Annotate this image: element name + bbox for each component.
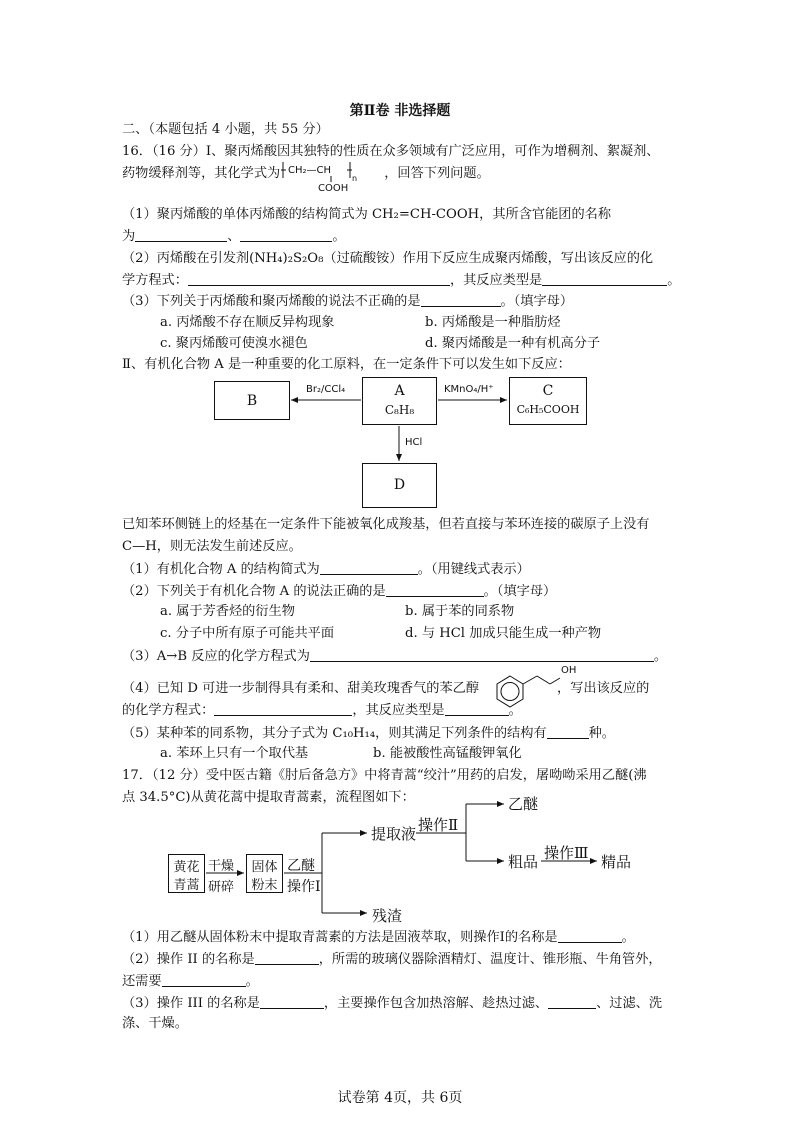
q16-p3-option-c: c. 聚丙烯酸可使溴水褪色 — [160, 336, 308, 351]
q17-intro-line2: 点 34.5°C)从黄花蒿中提取青蒿素，流程图如下： — [122, 790, 415, 805]
q16-s5-option-b: b. 能被酸性高锰酸钾氧化 — [373, 746, 522, 761]
q16-s4-line2-prefix: 的化学方程式： — [122, 703, 215, 718]
flow-powder-bottom: 粉末 — [251, 878, 278, 893]
answer-blank[interactable] — [162, 973, 246, 987]
reagent-br2: Br₂/CCl₄ — [306, 384, 346, 395]
q16-intro-line1: 16．（16 分）Ⅰ、聚丙烯酸因其独特的性质在众多领域有广泛应用，可作为增稠剂、絮凝剂、 — [122, 144, 660, 159]
q16-s2-option-d: d. 与 HCl 加成只能生成一种产物 — [405, 626, 602, 641]
q16-part2-intro: Ⅱ、有机化合物 A 是一种重要的化工原料，在一定条件下可以发生如下反应： — [122, 357, 571, 372]
q16-s4-prefix: （4）已知 D 可进一步制得具有柔和、甜美玫瑰香气的苯乙醇 — [122, 681, 480, 696]
flow-ether: 乙醚 — [508, 795, 539, 813]
phenylethanol-oh: OH — [561, 665, 577, 676]
q16-s4-line2-mid: ，其反应类型是 — [352, 703, 445, 718]
section-title: 第Ⅱ卷 非选择题 — [349, 103, 451, 119]
q16-s5-option-a: a. 苯环上只有一个取代基 — [160, 746, 309, 761]
flow-step1-bottom: 研碎 — [208, 880, 235, 895]
q16-p3-option-a: a. 丙烯酸不存在顺反异构现象 — [160, 315, 335, 330]
q17-intro-line1: 17．（12 分）受中医古籍《肘后备急方》中将青蒿“绞汁”用药的启发，屠呦呦采用乙醚(沸 — [122, 768, 647, 783]
q16-p1-end: 。 — [332, 229, 346, 244]
formula-n: n — [352, 174, 358, 183]
reagent-kmno4: KMnO₄/H⁺ — [444, 384, 494, 395]
q17-p2-end: 。 — [245, 974, 259, 989]
q16-s2-prefix: （2）下列关于有机化合物 A 的说法正确的是 — [122, 584, 386, 599]
q16-intro-text: 药物缓释剂等，其化学式为 — [122, 166, 281, 181]
compound-a-label: A — [394, 383, 405, 399]
answer-blank[interactable] — [558, 929, 622, 943]
flow-step1-top: 干燥 — [208, 859, 235, 874]
flow-step2-bottom: 操作Ⅰ — [287, 879, 321, 895]
q16-s1-suffix: 。（用键线式表示） — [417, 562, 530, 577]
q17-p3-line1 — [122, 995, 662, 1012]
flow-step2-top: 乙醚 — [287, 858, 315, 874]
q16-p1-line1: （1）聚丙烯酸的单体丙烯酸的结构简式为 CH₂=CH-COOH，其所含官能团的名称 — [122, 207, 612, 222]
compound-b-label: B — [246, 393, 258, 409]
q16-p3-option-d: d. 聚丙烯酸是一种有机高分子 — [425, 336, 601, 351]
compound-d-label: D — [393, 477, 406, 493]
flow-op2: 操作Ⅱ — [418, 816, 459, 834]
section-label: 二、（本题包括 4 小题，共 55 分） — [122, 122, 329, 137]
q16-s3-end: 。 — [653, 649, 668, 664]
compound-a-formula: C₈H₈ — [384, 403, 415, 417]
q17-p2-line1 — [122, 951, 662, 968]
answer-blank[interactable] — [548, 995, 596, 1009]
q16-s4-suffix: ，写出该反应的 — [557, 681, 650, 696]
q16-p2-end: 。 — [667, 273, 681, 288]
q16-s4-end: 。 — [508, 703, 522, 718]
q16-s2-option-b: b. 属于苯的同系物 — [405, 604, 515, 619]
q17-p1 — [122, 929, 635, 946]
q16-s2-option-c: c. 分子中所有原子可能共平面 — [160, 626, 335, 641]
formula-main: CH₂—CH — [288, 165, 332, 176]
formula-sub: COOH — [318, 183, 349, 194]
q17-p1-text: （1）用乙醚从固体粉末中提取青蒿素的方法是固液萃取，则操作Ⅰ的名称是 — [122, 930, 558, 945]
compound-c-formula: C₆H₅COOH — [516, 403, 580, 416]
page-footer: 试卷第 4页，共 6页 — [337, 1090, 463, 1106]
flow-residue: 残渣 — [372, 907, 403, 925]
reagent-hcl: HCl — [405, 437, 423, 448]
q17-p1-end: 。 — [621, 930, 635, 945]
answer-blank[interactable] — [255, 951, 319, 965]
q16-known-line2: C—H，则无法发生前述反应。 — [122, 539, 302, 554]
q16-p1-sep: 、 — [227, 229, 241, 244]
q17-p2-line2-prefix: 还需要 — [122, 974, 162, 989]
q16-s2-option-a: a. 属于芳香烃的衍生物 — [160, 604, 295, 619]
flow-start-bottom: 青蒿 — [173, 878, 200, 893]
q16-s5-prefix: （5）某种苯的同系物，其分子式为 C₁₀H₁₄，则其满足下列条件的结构有 — [122, 726, 547, 741]
q16-known-line1: 已知苯环侧链上的烃基在一定条件下能被氧化成羧基，但若直接与苯环连接的碳原子上没有 — [122, 517, 650, 532]
flow-powder-top: 固体 — [251, 860, 278, 875]
q16-p2-prefix: 学方程式： — [122, 273, 188, 288]
q17-p2-prefix: （2）操作 II 的名称是 — [122, 952, 255, 967]
flow-extract: 提取液 — [371, 825, 417, 843]
q16-p3-suffix: 。（填字母） — [500, 294, 574, 309]
q16-p1-prefix: 为 — [122, 229, 136, 244]
q16-p2-line1: （2）丙烯酸在引发剂(NH₄)₂S₂O₈（过硫酸铵）作用下反应生成聚丙烯酸，写出该反应的化 — [122, 251, 654, 266]
answer-blank[interactable] — [260, 995, 324, 1009]
q17-p3-mid2: 、过滤、洗 — [596, 996, 663, 1011]
flow-start-top: 黄花 — [173, 860, 200, 875]
q16-p2-mid: ，其反应类型是 — [449, 273, 543, 288]
q16-s5-suffix: 种。 — [588, 726, 615, 741]
q16-p3-option-b: b. 丙烯酸是一种脂肪烃 — [425, 315, 561, 330]
q17-p3-prefix: （3）操作 III 的名称是 — [122, 996, 260, 1011]
compound-c-label: C — [542, 383, 554, 399]
q17-p3-line2: 涤、干燥。 — [122, 1016, 188, 1031]
q16-p3-prefix: （3）下列关于丙烯酸和聚丙烯酸的说法不正确的是 — [122, 294, 421, 309]
flow-op3: 操作Ⅲ — [544, 844, 589, 862]
q17-p2-line2 — [122, 973, 259, 990]
q16-s3-prefix: （3）A→B 反应的化学方程式为 — [122, 649, 310, 664]
q16-s2-suffix: 。（填字母） — [483, 584, 557, 599]
q17-p2-mid: ，所需的玻璃仪器除酒精灯、温度计、锥形瓶、牛角管外， — [318, 952, 662, 967]
q16-intro-tail: ，回答下列问题。 — [384, 166, 490, 181]
q16-s1-prefix: （1）有机化合物 A 的结构简式为 — [122, 562, 320, 577]
flow-fine: 精品 — [601, 853, 632, 871]
q17-p3-mid: ，主要操作包含加热溶解、趁热过滤、 — [323, 996, 549, 1011]
flow-crude: 粗品 — [508, 853, 539, 871]
